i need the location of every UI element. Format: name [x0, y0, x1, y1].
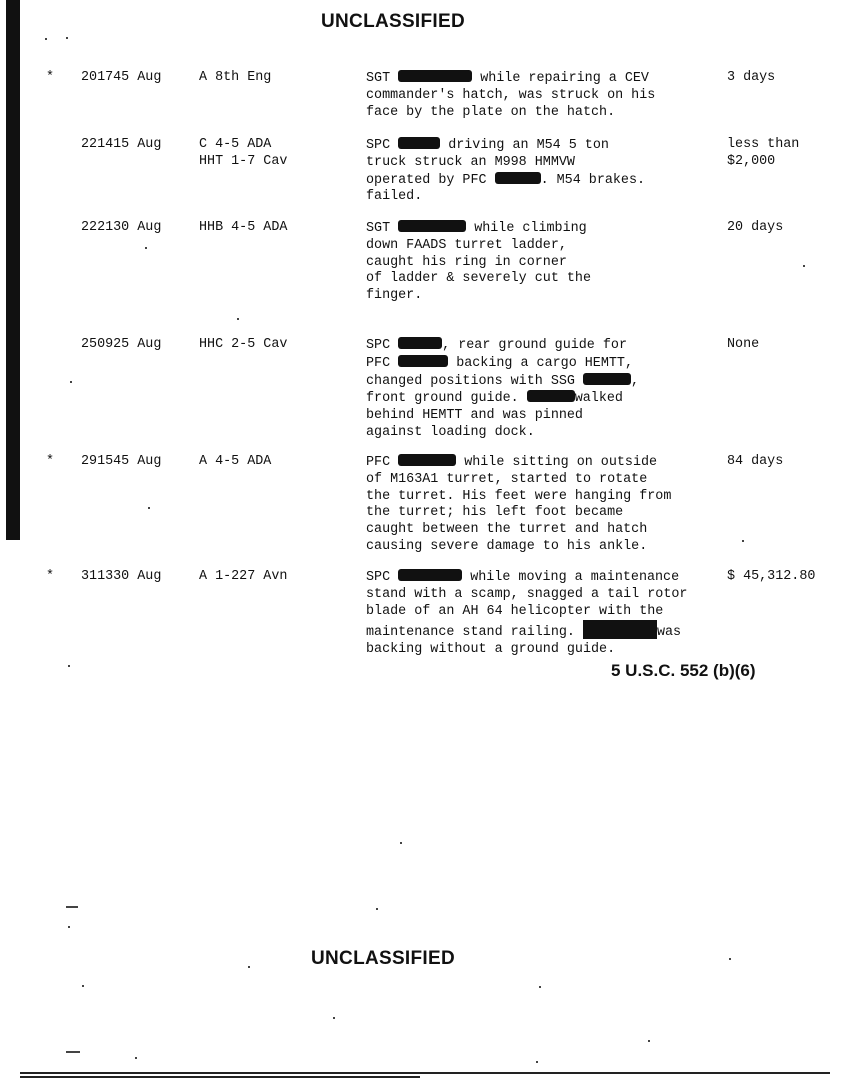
redaction-block [527, 390, 575, 402]
entry-description [366, 454, 711, 556]
description-line: of M163A1 turret, started to rotate [366, 471, 648, 487]
entry-unit: C 4-5 ADA HHT 1-7 Cav [199, 137, 288, 169]
description-line: PFC while sitting on outside [366, 455, 658, 470]
description-line: truck struck an M998 HMMVW [366, 154, 575, 170]
entry-description [366, 70, 711, 121]
description-line: finger. [366, 288, 423, 304]
description-line: SGT while repairing a CEV [366, 71, 649, 86]
entry-cost: None [727, 337, 760, 352]
entry-date-time: 201745 Aug [81, 70, 162, 85]
entry-description [366, 569, 711, 659]
entry-cost: 20 days [727, 220, 784, 235]
entry-cost: 3 days [727, 70, 776, 85]
entry-description [366, 137, 711, 206]
description-line: stand with a scamp, snagged a tail rotor [366, 586, 688, 602]
entry-marker: * [46, 569, 55, 584]
entry-unit: A 1-227 Avn [199, 569, 288, 584]
description-line: down FAADS turret ladder, [366, 237, 567, 253]
entry-date-time: 311330 Aug [81, 569, 162, 584]
description-line: SPC , rear ground guide for [366, 338, 627, 353]
description-line: behind HEMTT and was pinned [366, 408, 583, 424]
classification-footer: UNCLASSIFIED [311, 948, 455, 969]
description-line: changed positions with SSG , [366, 373, 640, 389]
entry-unit: A 8th Eng [199, 70, 272, 85]
description-line: caught his ring in corner [366, 254, 567, 270]
page-bottom-rule-2 [20, 1076, 420, 1078]
redaction-block [398, 137, 440, 149]
entry-unit: HHC 2-5 Cav [199, 337, 288, 352]
redaction-block [583, 620, 657, 639]
redaction-block [398, 454, 456, 466]
page-bottom-rule [20, 1072, 830, 1074]
description-line: face by the plate on the hatch. [366, 104, 616, 120]
entry-date-time: 291545 Aug [81, 454, 162, 469]
description-line: of ladder & severely cut the [366, 271, 591, 287]
description-line: caught between the turret and hatch [366, 522, 648, 538]
description-line: backing without a ground guide. [366, 642, 616, 658]
redaction-block [398, 337, 442, 349]
classification-header: UNCLASSIFIED [321, 11, 465, 32]
entry-description [366, 220, 711, 305]
description-line: SPC while moving a maintenance [366, 570, 680, 585]
entry-cost: 84 days [727, 454, 784, 469]
redaction-block [398, 569, 462, 581]
description-line: the turret; his left foot became [366, 505, 624, 521]
redaction-block [398, 220, 466, 232]
description-line: commander's hatch, was struck on his [366, 87, 656, 103]
description-line: causing severe damage to his ankle. [366, 538, 648, 554]
description-line: blade of an AH 64 helicopter with the [366, 603, 664, 619]
entry-unit: A 4-5 ADA [199, 454, 272, 469]
description-line: maintenance stand railing. was [366, 620, 711, 642]
entry-date-time: 221415 Aug [81, 137, 162, 152]
description-line: against loading dock. [366, 424, 535, 440]
redaction-block [583, 373, 631, 385]
entry-cost: $ 45,312.80 [727, 569, 816, 584]
foia-exemption-stamp: 5 U.S.C. 552 (b)(6) [611, 661, 756, 680]
redaction-block [495, 172, 541, 184]
entry-date-time: 222130 Aug [81, 220, 162, 235]
description-line: the turret. His feet were hanging from [366, 488, 672, 504]
description-line: PFC backing a cargo HEMTT, [366, 355, 633, 371]
entry-cost: less than $2,000 [727, 137, 800, 169]
description-line: failed. [366, 189, 423, 205]
description-line: front ground guide. walked [366, 391, 623, 407]
entry-marker: * [46, 454, 55, 469]
description-line: operated by PFC . M54 brakes. [366, 172, 646, 188]
entry-description [366, 337, 711, 442]
redaction-block [398, 70, 472, 82]
entry-marker: * [46, 70, 55, 85]
redaction-block [398, 355, 448, 367]
description-line: SGT while climbing [366, 221, 587, 236]
scan-margin-bar [6, 0, 20, 540]
entry-date-time: 250925 Aug [81, 337, 162, 352]
entry-unit: HHB 4-5 ADA [199, 220, 288, 235]
description-line: SPC driving an M54 5 ton [366, 138, 609, 153]
